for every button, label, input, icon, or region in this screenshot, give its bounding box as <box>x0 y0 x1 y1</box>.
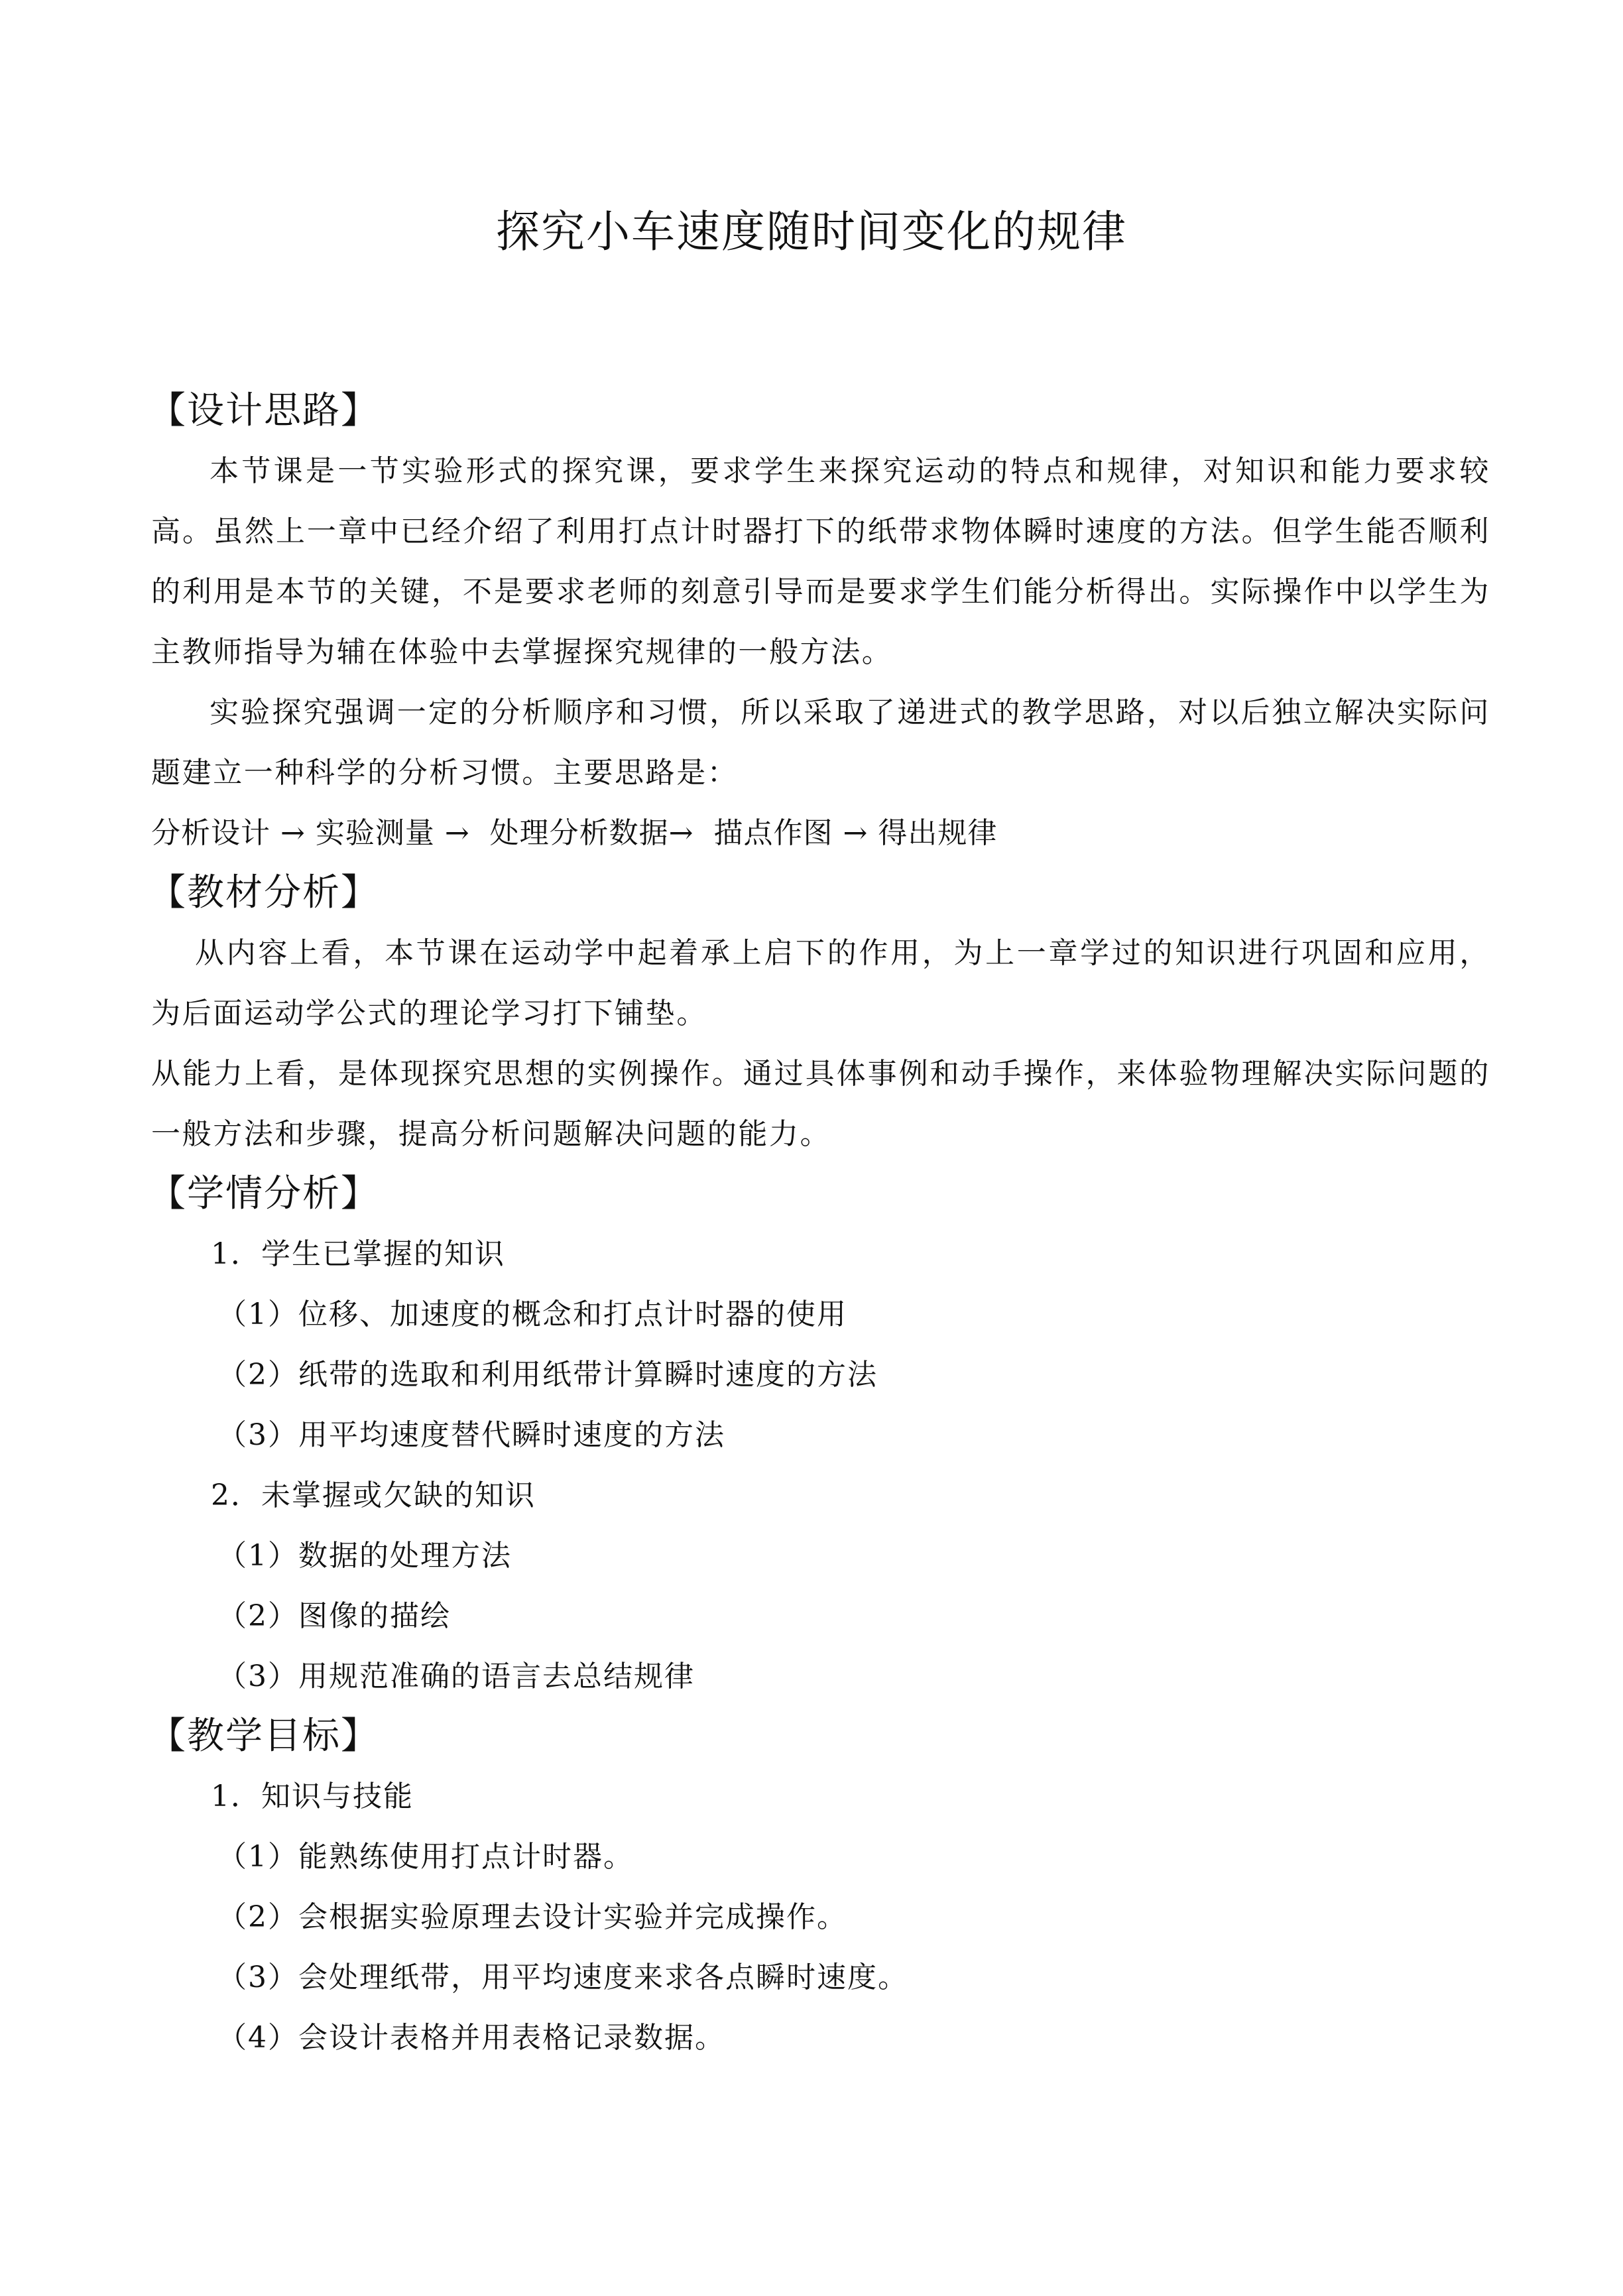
paragraph-material-1: 从内容上看，本节课在运动学中起着承上启下的作用，为上一章学过的知识进行巩固和应用，为后面运动学公式的理论学习打下铺垫。 <box>151 936 1490 1030</box>
list-item: （1）位移、加速度的概念和打点计时器的使用 <box>217 1298 847 1331</box>
list-item: （2）纸带的选取和利用纸带计算瞬时速度的方法 <box>217 1358 878 1392</box>
list-item: （3）用平均速度替代瞬时速度的方法 <box>217 1418 725 1452</box>
list-item: （3）会处理纸带，用平均速度来求各点瞬时速度。 <box>217 1961 908 1994</box>
section-heading-goals: 【教学目标】 <box>149 1715 379 1758</box>
list-item: 1．学生已掌握的知识 <box>211 1237 505 1271</box>
list-item: （4）会设计表格并用表格记录数据。 <box>217 2021 725 2055</box>
list-item: 2．未掌握或欠缺的知识 <box>211 1479 536 1512</box>
list-item: （3）用规范准确的语言去总结规律 <box>217 1660 695 1693</box>
design-flow: 分析设计 → 实验测量 → 处理分析数据→ 描点作图 → 得出规律 <box>151 816 998 850</box>
list-item: （1）能熟练使用打点计时器。 <box>217 1840 634 1874</box>
section-heading-material: 【教材分析】 <box>149 871 379 914</box>
page-title: 探究小车速度随时间变化的规律 <box>496 206 1127 257</box>
paragraph-design-2: 实验探究强调一定的分析顺序和习惯，所以采取了递进式的教学思路，对以后独立解决实际问题建立一种科学的分析习惯。主要思路是： <box>151 695 1490 790</box>
document-body <box>151 381 1490 2068</box>
section-heading-students: 【学情分析】 <box>149 1172 379 1215</box>
section-heading-design: 【设计思路】 <box>149 389 379 432</box>
list-item: （2）图像的描绘 <box>217 1599 451 1633</box>
list-item: 1．知识与技能 <box>211 1780 414 1813</box>
paragraph-material-2: 从能力上看，是体现探究思想的实例操作。通过具体事例和动手操作，来体验物理解决实际问题的一般方法和步骤，提高分析问题解决问题的能力。 <box>151 1057 1490 1151</box>
list-item: （1）数据的处理方法 <box>217 1539 512 1573</box>
list-item: （2）会根据实验原理去设计实验并完成操作。 <box>217 1900 847 1934</box>
paragraph-design-1: 本节课是一节实验形式的探究课，要求学生来探究运动的特点和规律，对知识和能力要求较高。虽然上一章中已经介绍了利用打点计时器打下的纸带求物体瞬时速度的方法。但学生能否顺利的利用是本节的关键，不是要求老师的刻意引导而是要求学生们能分析得出。实际操作中以学生为主教师指导为辅在体验中去掌握探究规律的一般方法。 <box>151 454 1490 669</box>
